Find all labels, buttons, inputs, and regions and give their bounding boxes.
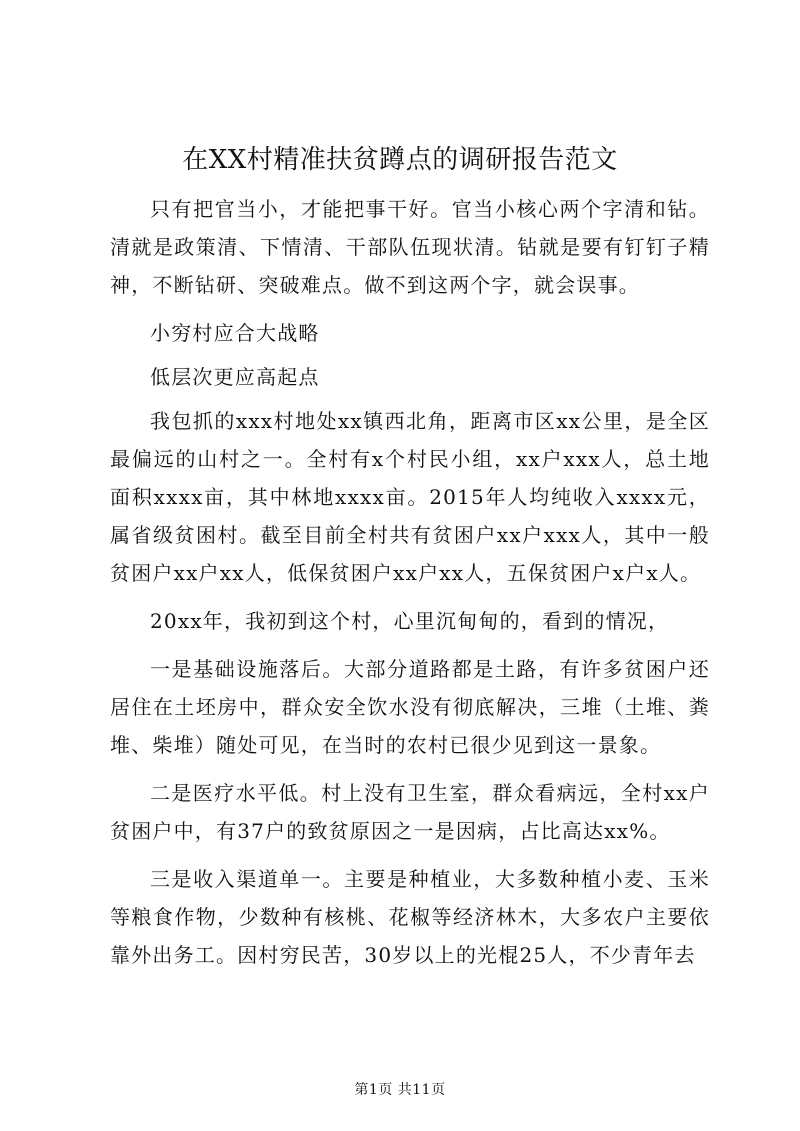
paragraph-heading-1: 小穷村应合大战略 [150, 321, 320, 345]
paragraph-heading-2: 低层次更应高起点 [150, 365, 320, 389]
paragraph-infrastructure: 一是基础设施落后。大部分道路都是土路，有许多贫困户还居住在土坯房中，群众安全饮水没有彻底解决，三堆（土堆、粪堆、柴堆）随处可见，在当时的农村已很少见到这一景象。 [110, 657, 710, 757]
document-body [110, 190, 710, 984]
paragraph-medical: 二是医疗水平低。村上没有卫生室，群众看病远，全村xx户贫困户中，有37户的致贫原因之一是因病，占比高达xx%。 [110, 781, 710, 843]
paragraph-village-overview: 我包抓的xxx村地处xx镇西北角，距离市区xx公里，是全区最偏远的山村之一。全村有x个村民小组，xx户xxx人，总土地面积xxxx亩，其中林地xxxx亩。2015年人均纯收入xxxx元，属省级贫困村。截至目前全村共有贫困户xx户xxx人，其中一般贫困户xx户xx人，低保贫困户xx户xx人，五保贫困户x户x人。 [110, 409, 710, 585]
paragraph-first-arrival: 20xx年，我初到这个村，心里沉甸甸的，看到的情况， [150, 609, 670, 633]
page-number-footer: 第1页 共11页 [354, 1082, 446, 1098]
paragraph-intro: 只有把官当小，才能把事干好。官当小核心两个字清和钻。清就是政策清、下情清、干部队伍现状清。钻就是要有钉钉子精神，不断钻研、突破难点。做不到这两个字，就会误事。 [110, 197, 710, 297]
document-title: 在XX村精准扶贫蹲点的调研报告范文 [182, 145, 618, 175]
paragraph-income: 三是收入渠道单一。主要是种植业，大多数种植小麦、玉米等粮食作物，少数种有核桃、花椒等经济林木，大多农户主要依靠外出务工。因村穷民苦，30岁以上的光棍25人，不少青年去 [110, 867, 710, 967]
